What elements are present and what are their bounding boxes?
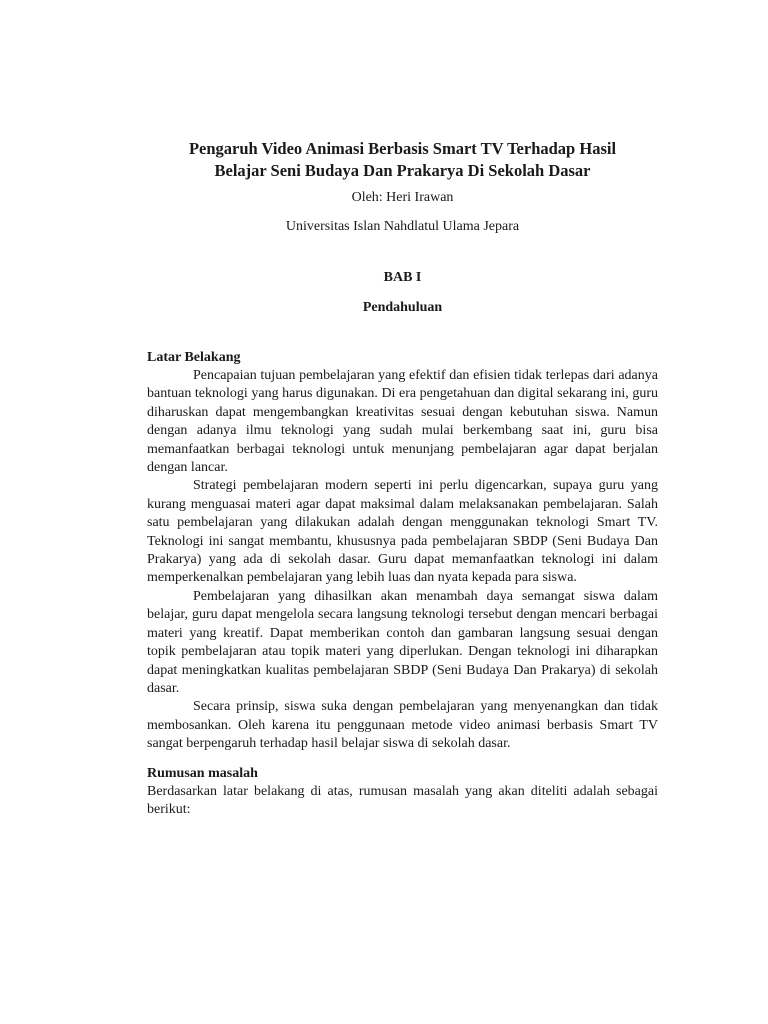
author-line: Oleh: Heri Irawan [351, 190, 454, 205]
paragraph: Secara prinsip, siswa suka dengan pembelajaran yang menyenangkan dan tidak membosankan. Oleh karena itu penggunaan metode video animasi berbasis Smart TV sangat berpengaruh terhadap hasil belajar siswa di sekolah dasar. [147, 699, 658, 752]
paragraph: Pembelajaran yang dihasilkan akan menambah daya semangat siswa dalam belajar, guru dapat mengelola secara langsung teknologi tersebut dengan mencari berbagai materi yang kreatif. Dapat memberikan contoh dan gambaran langsung sesuai dengan topik pembelajaran atau topik materi yang diperlukan. Dengan teknologi ini diharapkan dapat meningkatkan kualitas pembelajaran SBDP (Seni Budaya Dan Prakarya) di sekolah dasar. [147, 588, 658, 696]
paragraph: Berdasarkan latar belakang di atas, rumusan masalah yang akan diteliti adalah sebagai berikut: [147, 783, 658, 817]
section-heading-rumusan-masalah: Rumusan masalah [147, 765, 258, 781]
document-title-line-1: Pengaruh Video Animasi Berbasis Smart TV Terhadap Hasil [188, 139, 617, 158]
paragraph: Pencapaian tujuan pembelajaran yang efektif dan efisien tidak terlepas dari adanya bantuan teknologi yang harus digunakan. Di era pengetahuan dan digital sekarang ini, guru diharuskan dapat mengembangkan kreativitas sesuai dengan kebutuhan siswa. Namun dengan adanya ilmu teknologi yang sudah mulai berkembang saat ini, guru bisa memanfaatkan berbagai teknologi untuk menunjang pembelajaran agar dapat berjalan dengan lancar. [147, 368, 658, 476]
document-title-line-2: Belajar Seni Budaya Dan Prakarya Di Sekolah Dasar [214, 161, 591, 180]
affiliation-line: Universitas Islan Nahdlatul Ulama Jepara [285, 219, 520, 234]
paragraph: Strategi pembelajaran modern seperti ini perlu digencarkan, supaya guru yang kurang menguasai materi agar dapat maksimal dalam melaksanakan pembelajaran. Salah satu pembelajaran yang dilakukan adalah dengan menggunakan teknologi Smart TV. Teknologi ini sangat membantu, khususnya pada pembelajaran SBDP (Seni Budaya Dan Prakarya) yang ada di sekolah dasar. Guru dapat memanfaatkan teknologi ini dalam memperkenalkan pembelajaran yang lebih luas dan nyata kepada para siswa. [147, 478, 658, 586]
section-heading-latar-belakang: Latar Belakang [147, 350, 241, 365]
chapter-title: Pendahuluan [362, 300, 443, 315]
document-page [147, 138, 658, 819]
chapter-number: BAB I [383, 270, 422, 285]
